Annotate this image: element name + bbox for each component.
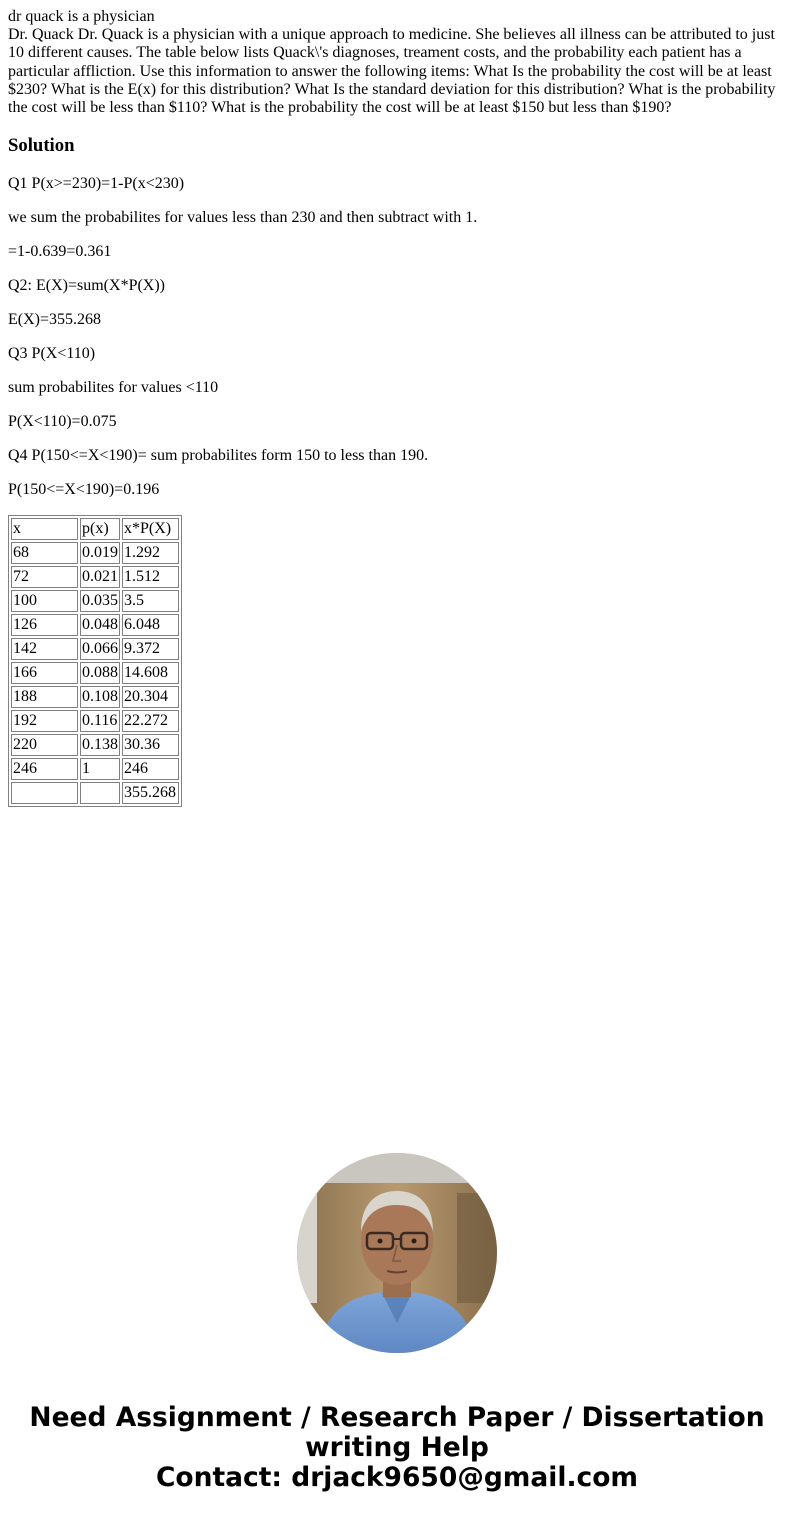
table-header-cell: x*P(X) [122, 518, 179, 540]
solution-line: we sum the probabilites for values less than 230 and then subtract with 1. [8, 209, 478, 227]
table-row [11, 734, 179, 756]
solution-line: Q4 P(150<=X<190)= sum probabilites form 150 to less than 190. [8, 447, 429, 465]
solution-answer [8, 175, 786, 807]
solution-line: P(150<=X<190)=0.196 [8, 481, 160, 499]
calculation-table [8, 515, 182, 807]
solution-line: sum probabilites for values <110 [8, 379, 219, 397]
table-cell: 72 [11, 566, 78, 588]
table-row [11, 590, 179, 612]
table-cell: 0.048 [80, 614, 120, 636]
question-title: dr quack is a physician [8, 8, 155, 25]
table-cell [80, 782, 120, 804]
table-row [11, 566, 179, 588]
table-cell: 220 [11, 734, 78, 756]
table-header-cell: x [11, 518, 78, 540]
table-row [11, 686, 179, 708]
table-cell: 192 [11, 710, 78, 732]
table-cell: 9.372 [122, 638, 179, 660]
table-total-cell: 355.268 [122, 782, 179, 804]
table-cell: 0.021 [80, 566, 120, 588]
solution-line: Q2: E(X)=sum(X*P(X)) [8, 277, 165, 295]
table-cell: 1.512 [122, 566, 179, 588]
table-cell: 0.088 [80, 662, 120, 684]
table-cell: 22.272 [122, 710, 179, 732]
table-row [11, 710, 179, 732]
table-cell: 246 [11, 758, 78, 780]
table-cell: 246 [122, 758, 179, 780]
solution-line: =1-0.639=0.361 [8, 243, 112, 261]
table-cell: 14.608 [122, 662, 179, 684]
promo-contact: Contact: drjack9650@gmail.com [155, 1462, 639, 1493]
solution-heading: Solution [8, 135, 75, 157]
question-body: Dr. Quack Dr. Quack is a physician with a unique approach to medicine. She believes all illness can be attributed to just 10 different causes. The table below lists Quack\'s diagnoses, treament costs, and the probability each patient has a particular affliction. Use this information to answer the following items: What Is the probability the cost will be at least $230? What is the E(x) for this distribution? What Is the standard deviation for this distribution? What is the probability the cost will be less than $110? What is the probability the cost will be at least $150 but less than $190? [8, 26, 776, 117]
table-cell: 6.048 [122, 614, 179, 636]
table-cell: 142 [11, 638, 78, 660]
table-cell: 126 [11, 614, 78, 636]
table-cell: 0.138 [80, 734, 120, 756]
table-cell: 0.108 [80, 686, 120, 708]
promo-banner [0, 1403, 794, 1493]
solution-line: P(X<110)=0.075 [8, 413, 117, 431]
tutor-photo [297, 1153, 497, 1353]
table-cell: 20.304 [122, 686, 179, 708]
table-row [11, 542, 179, 564]
table-cell: 0.035 [80, 590, 120, 612]
solution-line: E(X)=355.268 [8, 311, 102, 329]
table-header-row [11, 518, 179, 540]
table-cell: 100 [11, 590, 78, 612]
table-cell: 1.292 [122, 542, 179, 564]
solution-line: Q1 P(x>=230)=1-P(x<230) [8, 175, 185, 193]
promo-line: writing Help [305, 1432, 489, 1463]
table-total-row [11, 782, 179, 804]
tutor-avatar [297, 1153, 497, 1353]
table-header-cell: p(x) [80, 518, 120, 540]
table-row [11, 638, 179, 660]
table-cell: 166 [11, 662, 78, 684]
table-cell: 188 [11, 686, 78, 708]
table-cell: 0.116 [80, 710, 120, 732]
table-cell: 1 [80, 758, 120, 780]
table-cell: 68 [11, 542, 78, 564]
table-cell: 30.36 [122, 734, 179, 756]
solution-line: Q3 P(X<110) [8, 345, 96, 363]
table-row [11, 614, 179, 636]
table-row [11, 758, 179, 780]
table-cell: 0.019 [80, 542, 120, 564]
table-cell [11, 782, 78, 804]
table-cell: 0.066 [80, 638, 120, 660]
promo-line: Need Assignment / Research Paper / Dissertation [29, 1402, 765, 1433]
table-row [11, 662, 179, 684]
table-cell: 3.5 [122, 590, 179, 612]
